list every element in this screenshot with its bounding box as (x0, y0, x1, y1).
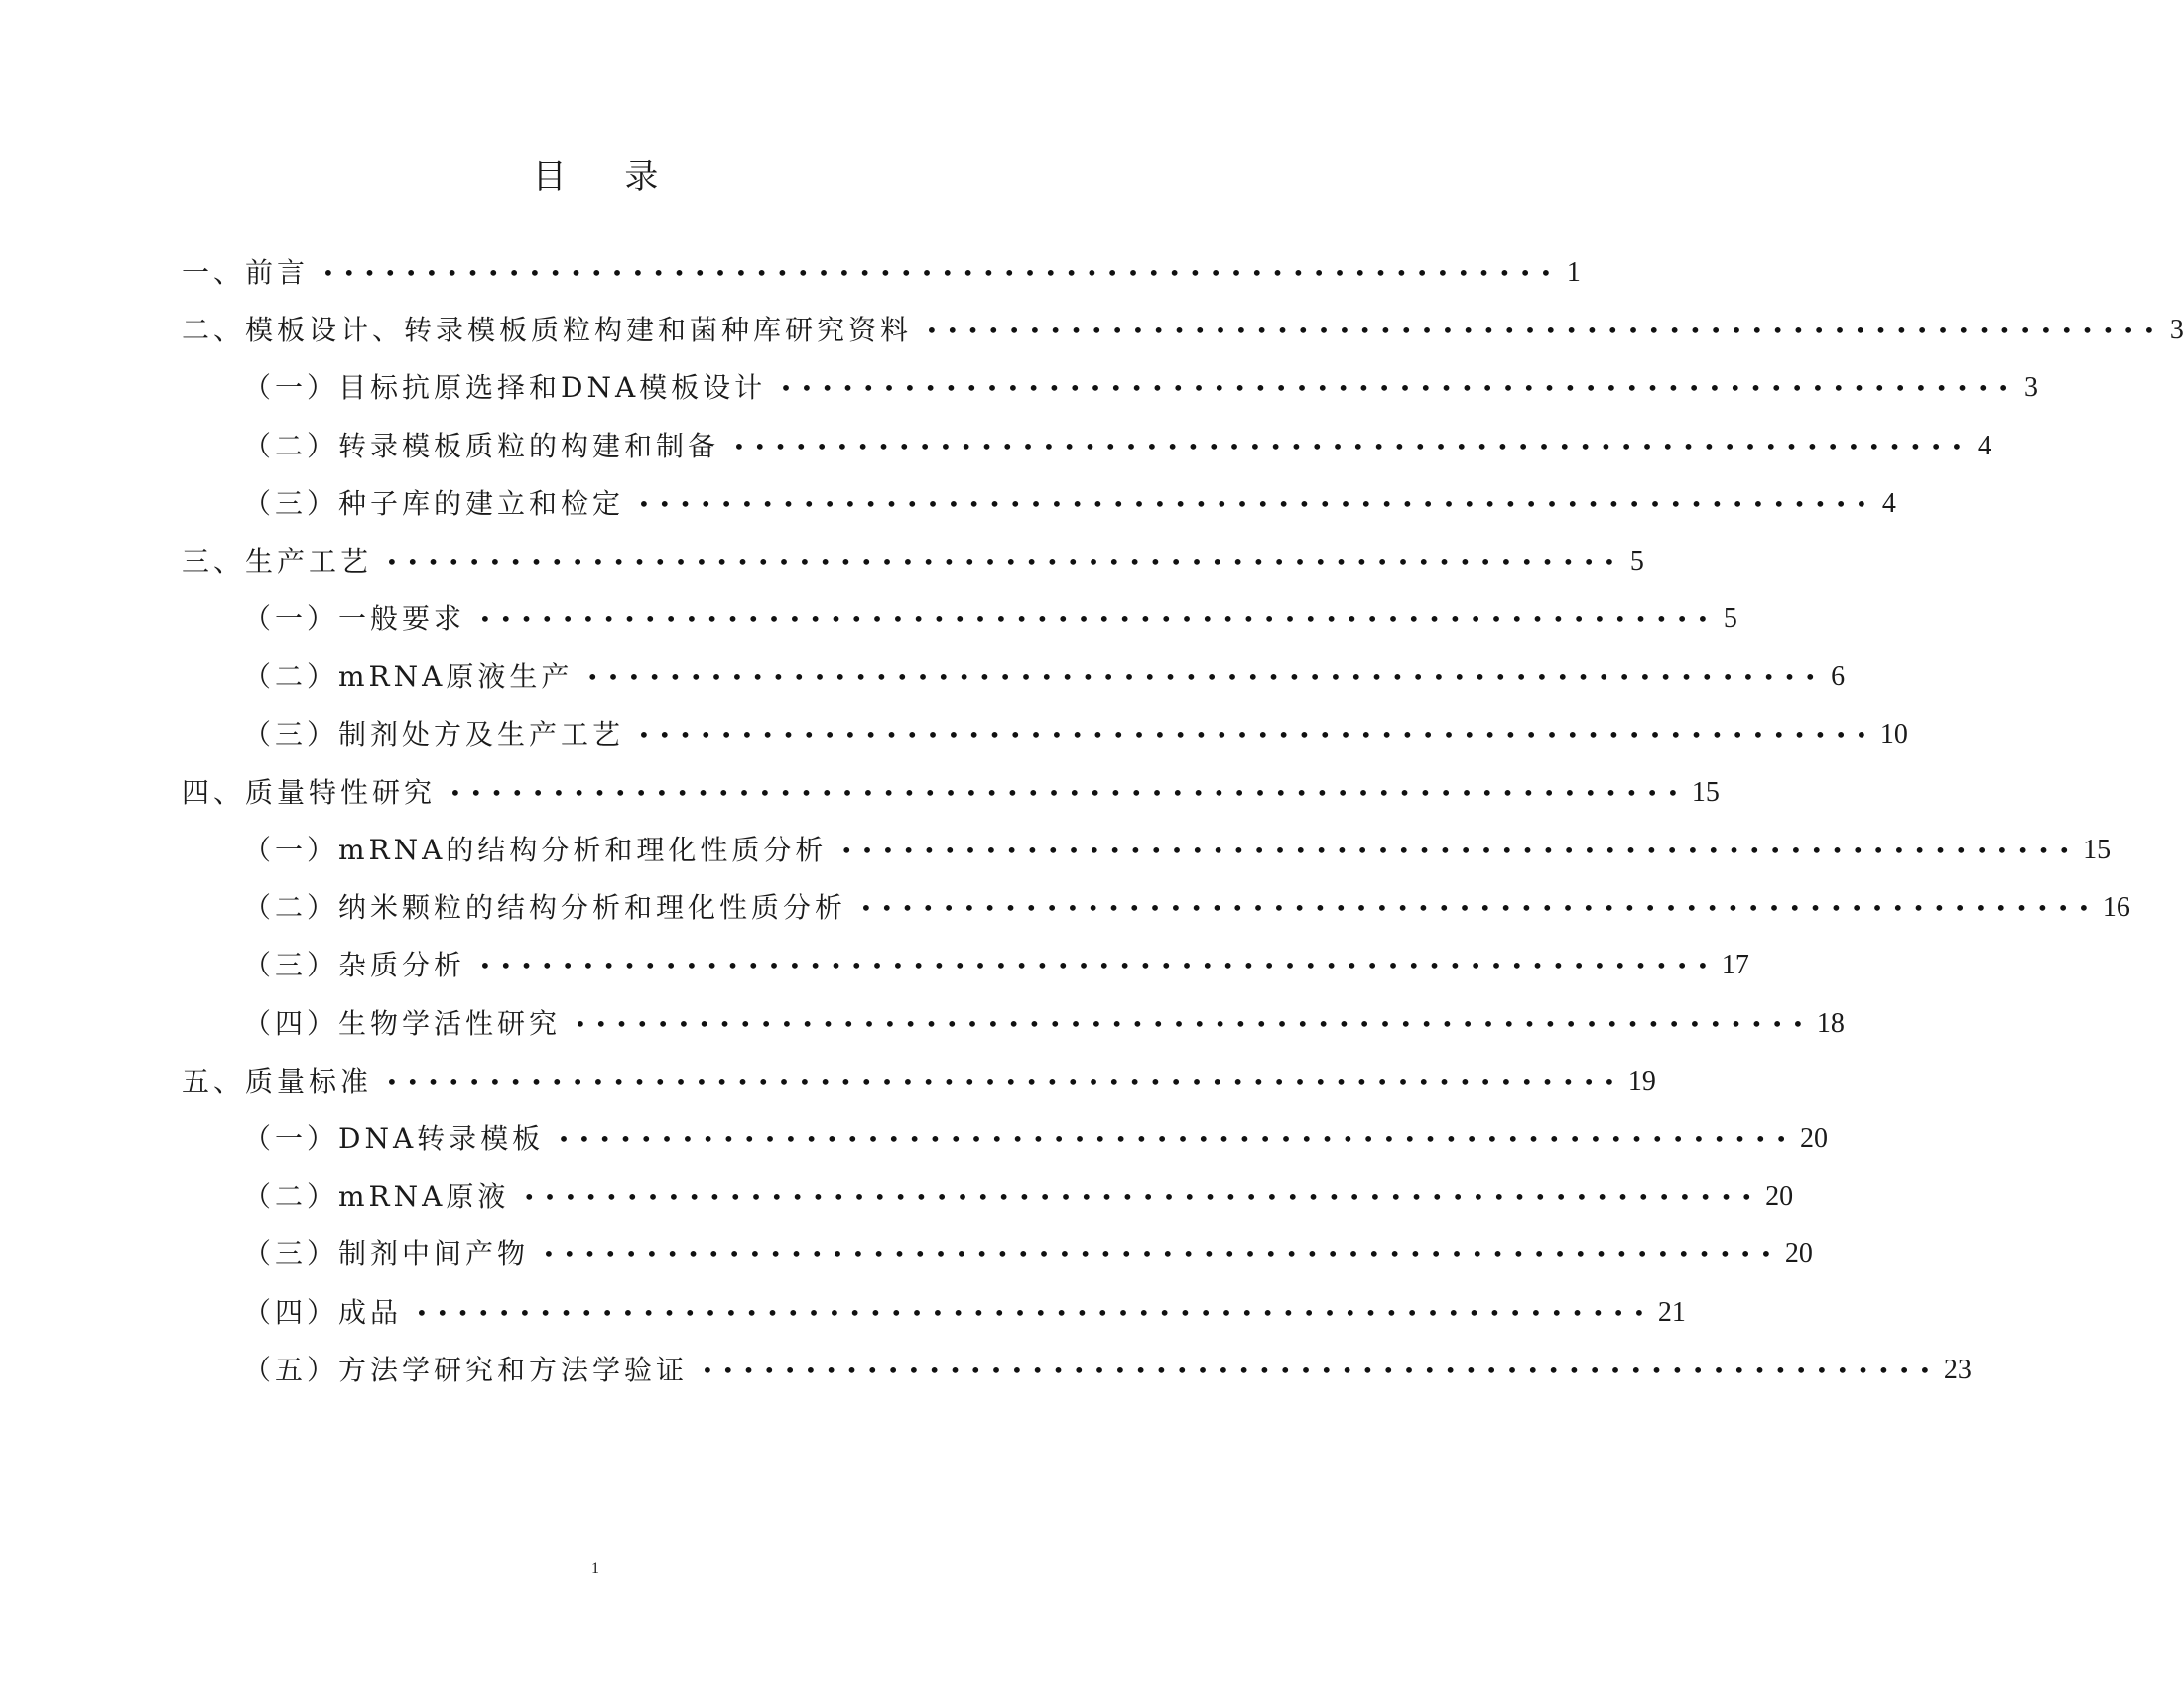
toc-entry-page-number: 20 (1765, 1181, 1794, 1212)
toc-entry[interactable] (182, 1062, 1656, 1101)
toc-entry[interactable] (243, 946, 1749, 985)
toc-dot-leader: •••••••••••••••••••••••••••••••••••••••••••••••••••••••••••• (575, 1012, 1813, 1036)
toc-entry-page-number: 17 (1721, 950, 1749, 980)
toc-dot-leader: •••••••••••••••••••••••••••••••••••••••••••••••••••••••••••• (322, 261, 1561, 285)
toc-dot-leader: •••••••••••••••••••••••••••••••••••••••••••••••••••••••••••• (450, 781, 1688, 805)
toc-entry-page-number: 19 (1627, 1066, 1656, 1097)
toc-entry-label: （三）制剂处方及生产工艺 (243, 718, 625, 751)
toc-dot-leader: •••••••••••••••••••••••••••••••••••••••••••••••••••••••••••• (702, 1359, 1940, 1382)
toc-entry-page-number: 6 (1831, 661, 1846, 692)
toc-entry-page-number: 23 (1943, 1355, 1972, 1385)
toc-dot-leader: •••••••••••••••••••••••••••••••••••••••••••••••••••••••••••• (543, 1242, 1781, 1266)
toc-entry[interactable] (243, 715, 1908, 755)
toc-entry-label: 三、生产工艺 (182, 545, 373, 578)
toc-entry-page-number: 16 (2102, 892, 2130, 923)
toc-entry[interactable] (243, 368, 2038, 408)
toc-entry-page-number: 15 (2083, 835, 2112, 865)
toc-entry[interactable] (182, 542, 1644, 582)
toc-dot-leader: •••••••••••••••••••••••••••••••••••••••••••••••••••••••••••• (638, 723, 1876, 747)
toc-entry-label: 五、质量标准 (182, 1065, 373, 1098)
toc-entry[interactable] (243, 599, 1737, 639)
toc-entry-page-number: 10 (1879, 719, 1908, 750)
toc-entry[interactable] (182, 773, 1720, 813)
toc-entry-page-number: 5 (1629, 546, 1644, 577)
toc-entry[interactable] (243, 831, 2112, 870)
toc-entry-label: （一）mRNA的结构分析和理化性质分析 (243, 834, 828, 866)
toc-entry-page-number: 3 (2023, 372, 2038, 403)
toc-entry-label: 一、前言 (182, 256, 310, 289)
toc-entry[interactable] (243, 427, 1991, 466)
toc-entry[interactable] (243, 1351, 1972, 1390)
toc-entry-label: （一）目标抗原选择和DNA模板设计 (243, 371, 767, 404)
toc-entry-label: 四、质量特性研究 (182, 776, 437, 809)
toc-entry[interactable] (243, 1234, 1813, 1274)
toc-dot-leader: •••••••••••••••••••••••••••••••••••••••••••••••••••••••••••• (780, 376, 2018, 400)
toc-entry[interactable] (243, 1119, 1828, 1159)
toc-dot-leader: •••••••••••••••••••••••••••••••••••••••••••••••••••••••••••• (479, 954, 1718, 977)
toc-dot-leader: •••••••••••••••••••••••••••••••••••••••••••••••••••••••••••• (586, 665, 1826, 689)
toc-dot-leader: •••••••••••••••••••••••••••••••••••••••••••••••••••••••••••• (733, 435, 1972, 458)
toc-entry-label: （四）生物学活性研究 (243, 1007, 562, 1040)
toc-entry-page-number: 4 (1977, 431, 1991, 461)
toc-entry[interactable] (243, 888, 2130, 928)
toc-entry-label: （二）mRNA原液 (243, 1180, 510, 1213)
toc-entry-label: （四）成品 (243, 1296, 403, 1329)
toc-entry-page-number: 18 (1816, 1008, 1845, 1039)
toc-entry[interactable] (243, 1004, 1845, 1044)
toc-dot-leader: •••••••••••••••••••••••••••••••••••••••••••••••••••••••••••• (926, 319, 2164, 342)
toc-entry[interactable] (243, 484, 1896, 524)
toc-dot-leader: •••••••••••••••••••••••••••••••••••••••••••••••••••••••••••• (386, 550, 1624, 574)
toc-entry-page-number: 20 (1799, 1123, 1828, 1154)
toc-entry-label: 二、模板设计、转录模板质粒构建和菌种库研究资料 (182, 314, 913, 346)
toc-dot-leader: •••••••••••••••••••••••••••••••••••••••••••••••••••••••••••• (558, 1127, 1796, 1151)
toc-dot-leader: •••••••••••••••••••••••••••••••••••••••••••••••••••••••••••• (416, 1301, 1654, 1325)
toc-entry[interactable] (243, 1293, 1686, 1333)
footer-page-number: 1 (591, 1560, 599, 1577)
toc-dot-leader: •••••••••••••••••••••••••••••••••••••••••••••••••••••••••••• (638, 492, 1876, 516)
toc-entry-label: （一）DNA转录模板 (243, 1122, 545, 1155)
toc-entry-page-number: 1 (1566, 257, 1581, 288)
toc-entry-label: （二）mRNA原液生产 (243, 660, 574, 693)
toc-dot-leader: •••••••••••••••••••••••••••••••••••••••••••••••••••••••••••• (386, 1070, 1624, 1094)
toc-entry-page-number: 5 (1723, 603, 1737, 634)
toc-entry[interactable] (182, 311, 2184, 350)
toc-entry-label: （二）转录模板质粒的构建和制备 (243, 430, 720, 462)
toc-entry-page-number: 21 (1657, 1297, 1686, 1328)
toc-dot-leader: •••••••••••••••••••••••••••••••••••••••••••••••••••••••••••• (523, 1185, 1762, 1209)
toc-dot-leader: •••••••••••••••••••••••••••••••••••••••••••••••••••••••••••• (479, 607, 1718, 631)
toc-entry-label: （五）方法学研究和方法学验证 (243, 1354, 689, 1386)
toc-entry-page-number: 20 (1784, 1238, 1813, 1269)
toc-entry[interactable] (182, 253, 1581, 293)
toc-entry-page-number: 3 (2169, 315, 2184, 345)
toc-entry-label: （一）一般要求 (243, 602, 466, 635)
toc-entry-label: （二）纳米颗粒的结构分析和理化性质分析 (243, 891, 847, 924)
toc-entry[interactable] (243, 1177, 1794, 1217)
toc-entry-page-number: 4 (1881, 488, 1896, 519)
toc-dot-leader: •••••••••••••••••••••••••••••••••••••••••••••••••••••••••••• (840, 839, 2080, 862)
toc-dot-leader: •••••••••••••••••••••••••••••••••••••••••••••••••••••••••••• (860, 896, 2099, 920)
toc-entry-page-number: 15 (1691, 777, 1720, 808)
toc-entry-label: （三）杂质分析 (243, 949, 466, 981)
toc-entry-label: （三）制剂中间产物 (243, 1237, 530, 1270)
page-title: 目 录 (532, 157, 683, 196)
toc-entry-label: （三）种子库的建立和检定 (243, 487, 625, 520)
toc-entry[interactable] (243, 657, 1846, 697)
